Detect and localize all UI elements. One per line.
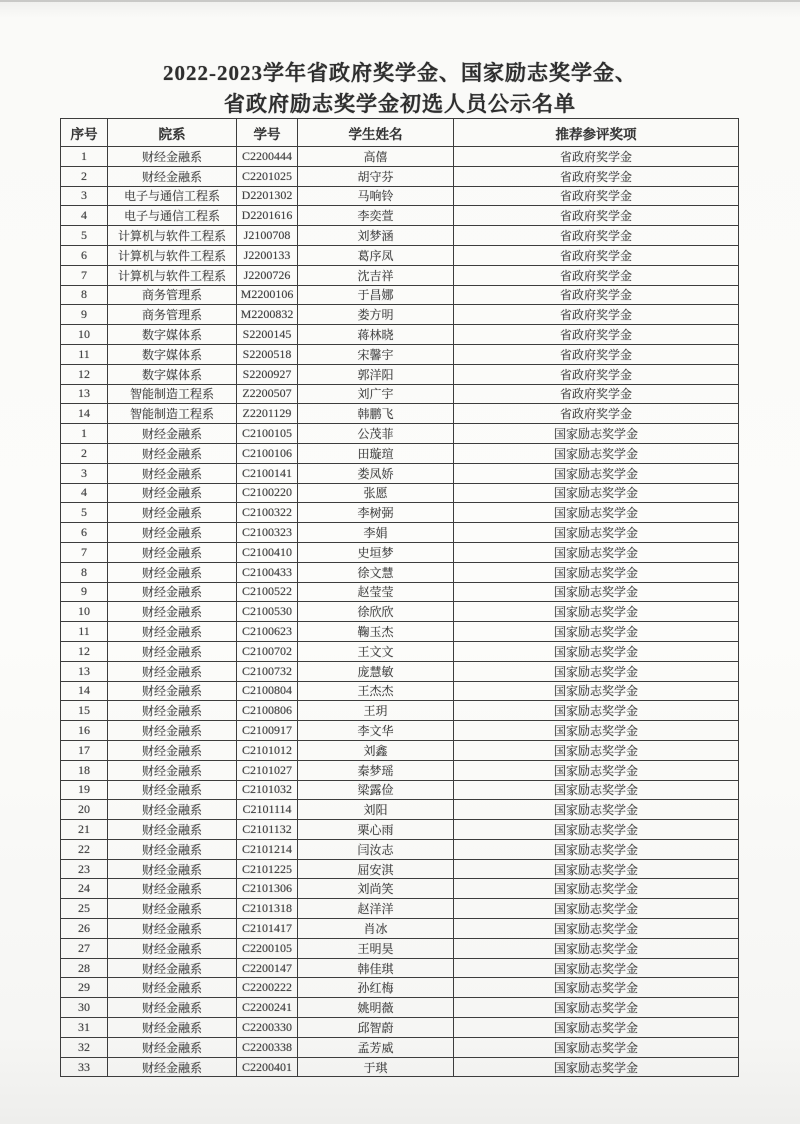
cell-name: 徐欣欣 — [298, 602, 454, 622]
cell-award: 国家励志奖学金 — [454, 443, 739, 463]
cell-dept: 数字媒体系 — [108, 364, 237, 384]
table-row — [61, 325, 739, 345]
cell-sid: C2101027 — [237, 760, 298, 780]
table-row — [61, 424, 739, 444]
table-row — [61, 740, 739, 760]
cell-name: 高僖 — [298, 147, 454, 167]
cell-dept: 财经金融系 — [108, 443, 237, 463]
cell-no: 16 — [61, 721, 108, 741]
cell-name: 赵莹莹 — [298, 582, 454, 602]
scholarship-table — [60, 118, 739, 1077]
cell-no: 10 — [61, 325, 108, 345]
cell-award: 省政府奖学金 — [454, 285, 739, 305]
cell-dept: 计算机与软件工程系 — [108, 226, 237, 246]
cell-no: 28 — [61, 958, 108, 978]
cell-dept: 财经金融系 — [108, 879, 237, 899]
cell-no: 6 — [61, 245, 108, 265]
cell-dept: 商务管理系 — [108, 285, 237, 305]
cell-name: 韩鹏飞 — [298, 404, 454, 424]
cell-dept: 财经金融系 — [108, 681, 237, 701]
cell-sid: C2100433 — [237, 562, 298, 582]
cell-no: 33 — [61, 1057, 108, 1077]
cell-dept: 智能制造工程系 — [108, 404, 237, 424]
cell-no: 19 — [61, 780, 108, 800]
cell-no: 24 — [61, 879, 108, 899]
cell-name: 公茂菲 — [298, 424, 454, 444]
table-row — [61, 265, 739, 285]
cell-award: 省政府奖学金 — [454, 147, 739, 167]
cell-award: 国家励志奖学金 — [454, 1037, 739, 1057]
cell-name: 娄方明 — [298, 305, 454, 325]
cell-dept: 财经金融系 — [108, 820, 237, 840]
cell-sid: C2101214 — [237, 839, 298, 859]
table-row — [61, 166, 739, 186]
cell-award: 省政府奖学金 — [454, 186, 739, 206]
cell-dept: 财经金融系 — [108, 701, 237, 721]
cell-name: 邱智蔚 — [298, 1018, 454, 1038]
cell-award: 国家励志奖学金 — [454, 542, 739, 562]
cell-name: 刘阳 — [298, 800, 454, 820]
cell-sid: C2201025 — [237, 166, 298, 186]
cell-dept: 财经金融系 — [108, 800, 237, 820]
table-row — [61, 721, 739, 741]
cell-sid: J2200726 — [237, 265, 298, 285]
cell-dept: 财经金融系 — [108, 780, 237, 800]
cell-no: 1 — [61, 147, 108, 167]
cell-name: 李树弼 — [298, 503, 454, 523]
cell-dept: 财经金融系 — [108, 958, 237, 978]
table-row — [61, 542, 739, 562]
table-row — [61, 602, 739, 622]
cell-dept: 财经金融系 — [108, 919, 237, 939]
table-row — [61, 384, 739, 404]
cell-dept: 财经金融系 — [108, 166, 237, 186]
cell-no: 2 — [61, 166, 108, 186]
cell-sid: C2100323 — [237, 523, 298, 543]
cell-no: 9 — [61, 305, 108, 325]
table-row — [61, 919, 739, 939]
cell-award: 国家励志奖学金 — [454, 721, 739, 741]
cell-award: 国家励志奖学金 — [454, 839, 739, 859]
cell-sid: C2100410 — [237, 542, 298, 562]
cell-name: 庞慧敏 — [298, 661, 454, 681]
cell-dept: 财经金融系 — [108, 523, 237, 543]
cell-dept: 财经金融系 — [108, 147, 237, 167]
cell-name: 娄凤娇 — [298, 463, 454, 483]
cell-no: 7 — [61, 542, 108, 562]
table-row — [61, 879, 739, 899]
header-cell: 学号 — [237, 119, 298, 147]
cell-sid: C2100702 — [237, 641, 298, 661]
cell-dept: 电子与通信工程系 — [108, 206, 237, 226]
table-row — [61, 820, 739, 840]
table-row — [61, 622, 739, 642]
cell-award: 国家励志奖学金 — [454, 978, 739, 998]
table-row — [61, 1057, 739, 1077]
cell-award: 国家励志奖学金 — [454, 1018, 739, 1038]
cell-no: 25 — [61, 899, 108, 919]
cell-no: 14 — [61, 404, 108, 424]
cell-sid: C2200147 — [237, 958, 298, 978]
cell-award: 国家励志奖学金 — [454, 483, 739, 503]
cell-dept: 财经金融系 — [108, 582, 237, 602]
cell-name: 王明昊 — [298, 938, 454, 958]
table-row — [61, 285, 739, 305]
cell-award: 国家励志奖学金 — [454, 998, 739, 1018]
cell-award: 国家励志奖学金 — [454, 958, 739, 978]
cell-no: 12 — [61, 364, 108, 384]
cell-award: 国家励志奖学金 — [454, 1057, 739, 1077]
cell-dept: 财经金融系 — [108, 602, 237, 622]
cell-name: 屈安淇 — [298, 859, 454, 879]
table-row — [61, 899, 739, 919]
table-row — [61, 226, 739, 246]
title-line-1: 2022-2023学年省政府奖学金、国家励志奖学金、 — [163, 61, 637, 85]
table-row — [61, 305, 739, 325]
cell-no: 15 — [61, 701, 108, 721]
cell-sid: C2200338 — [237, 1037, 298, 1057]
cell-sid: C2100141 — [237, 463, 298, 483]
cell-no: 5 — [61, 503, 108, 523]
cell-dept: 财经金融系 — [108, 503, 237, 523]
cell-award: 国家励志奖学金 — [454, 780, 739, 800]
cell-award: 国家励志奖学金 — [454, 879, 739, 899]
table-row — [61, 562, 739, 582]
cell-dept: 智能制造工程系 — [108, 384, 237, 404]
table-row — [61, 780, 739, 800]
cell-no: 29 — [61, 978, 108, 998]
cell-award: 省政府奖学金 — [454, 404, 739, 424]
cell-dept: 财经金融系 — [108, 998, 237, 1018]
cell-name: 马响铃 — [298, 186, 454, 206]
cell-dept: 财经金融系 — [108, 1018, 237, 1038]
cell-name: 韩佳琪 — [298, 958, 454, 978]
table-row — [61, 245, 739, 265]
cell-award: 省政府奖学金 — [454, 265, 739, 285]
cell-award: 国家励志奖学金 — [454, 760, 739, 780]
table-row — [61, 503, 739, 523]
cell-sid: C2101225 — [237, 859, 298, 879]
table-row — [61, 701, 739, 721]
table-row — [61, 800, 739, 820]
cell-dept: 财经金融系 — [108, 740, 237, 760]
cell-award: 国家励志奖学金 — [454, 641, 739, 661]
cell-dept: 财经金融系 — [108, 1037, 237, 1057]
cell-sid: C2100220 — [237, 483, 298, 503]
table-row — [61, 344, 739, 364]
cell-award: 省政府奖学金 — [454, 325, 739, 345]
table-row — [61, 483, 739, 503]
cell-no: 11 — [61, 344, 108, 364]
cell-name: 王文文 — [298, 641, 454, 661]
cell-no: 23 — [61, 859, 108, 879]
cell-no: 10 — [61, 602, 108, 622]
cell-name: 梁露俭 — [298, 780, 454, 800]
cell-name: 郭洋阳 — [298, 364, 454, 384]
cell-no: 2 — [61, 443, 108, 463]
cell-no: 12 — [61, 641, 108, 661]
cell-sid: C2100106 — [237, 443, 298, 463]
cell-name: 鞠玉杰 — [298, 622, 454, 642]
table-row — [61, 147, 739, 167]
cell-no: 6 — [61, 523, 108, 543]
page-title — [0, 58, 800, 120]
cell-award: 省政府奖学金 — [454, 206, 739, 226]
cell-award: 国家励志奖学金 — [454, 899, 739, 919]
cell-name: 蒋林晓 — [298, 325, 454, 345]
cell-sid: M2200106 — [237, 285, 298, 305]
photo-top-edge — [0, 0, 800, 2]
cell-no: 13 — [61, 661, 108, 681]
cell-name: 姚明薇 — [298, 998, 454, 1018]
header-cell: 院系 — [108, 119, 237, 147]
table-row — [61, 463, 739, 483]
cell-name: 赵洋洋 — [298, 899, 454, 919]
cell-dept: 电子与通信工程系 — [108, 186, 237, 206]
cell-no: 32 — [61, 1037, 108, 1057]
cell-name: 王玥 — [298, 701, 454, 721]
cell-name: 田璇瑄 — [298, 443, 454, 463]
header-cell: 学生姓名 — [298, 119, 454, 147]
cell-sid: C2100804 — [237, 681, 298, 701]
cell-sid: C2100105 — [237, 424, 298, 444]
table-row — [61, 186, 739, 206]
cell-no: 26 — [61, 919, 108, 939]
table-row — [61, 681, 739, 701]
cell-no: 3 — [61, 463, 108, 483]
cell-no: 7 — [61, 265, 108, 285]
cell-award: 国家励志奖学金 — [454, 463, 739, 483]
cell-award: 国家励志奖学金 — [454, 523, 739, 543]
table-row — [61, 523, 739, 543]
cell-award: 国家励志奖学金 — [454, 938, 739, 958]
cell-sid: C2200222 — [237, 978, 298, 998]
cell-sid: C2100732 — [237, 661, 298, 681]
table-row — [61, 978, 739, 998]
table-row — [61, 938, 739, 958]
cell-no: 13 — [61, 384, 108, 404]
cell-award: 省政府奖学金 — [454, 305, 739, 325]
cell-dept: 财经金融系 — [108, 899, 237, 919]
cell-award: 省政府奖学金 — [454, 344, 739, 364]
cell-dept: 财经金融系 — [108, 424, 237, 444]
table-row — [61, 206, 739, 226]
cell-name: 李文华 — [298, 721, 454, 741]
cell-no: 21 — [61, 820, 108, 840]
cell-sid: C2200241 — [237, 998, 298, 1018]
cell-no: 3 — [61, 186, 108, 206]
cell-award: 省政府奖学金 — [454, 226, 739, 246]
cell-name: 李娟 — [298, 523, 454, 543]
table-row — [61, 1037, 739, 1057]
table-row — [61, 760, 739, 780]
cell-no: 22 — [61, 839, 108, 859]
cell-dept: 财经金融系 — [108, 463, 237, 483]
cell-award: 国家励志奖学金 — [454, 740, 739, 760]
cell-sid: Z2201129 — [237, 404, 298, 424]
cell-award: 省政府奖学金 — [454, 384, 739, 404]
cell-name: 沈吉祥 — [298, 265, 454, 285]
cell-name: 刘尚笑 — [298, 879, 454, 899]
cell-award: 国家励志奖学金 — [454, 602, 739, 622]
cell-name: 于琪 — [298, 1057, 454, 1077]
table-row — [61, 839, 739, 859]
cell-award: 国家励志奖学金 — [454, 562, 739, 582]
cell-name: 宋馨宇 — [298, 344, 454, 364]
cell-dept: 财经金融系 — [108, 542, 237, 562]
cell-dept: 财经金融系 — [108, 483, 237, 503]
cell-dept: 财经金融系 — [108, 562, 237, 582]
cell-award: 省政府奖学金 — [454, 166, 739, 186]
cell-name: 张愿 — [298, 483, 454, 503]
cell-award: 国家励志奖学金 — [454, 820, 739, 840]
cell-name: 闫汝志 — [298, 839, 454, 859]
cell-dept: 财经金融系 — [108, 661, 237, 681]
cell-sid: S2200145 — [237, 325, 298, 345]
cell-sid: Z2200507 — [237, 384, 298, 404]
cell-name: 刘鑫 — [298, 740, 454, 760]
cell-award: 国家励志奖学金 — [454, 800, 739, 820]
cell-dept: 财经金融系 — [108, 859, 237, 879]
cell-sid: S2200927 — [237, 364, 298, 384]
cell-sid: C2100322 — [237, 503, 298, 523]
cell-no: 30 — [61, 998, 108, 1018]
cell-sid: C2101417 — [237, 919, 298, 939]
cell-award: 国家励志奖学金 — [454, 859, 739, 879]
cell-dept: 数字媒体系 — [108, 325, 237, 345]
cell-no: 8 — [61, 562, 108, 582]
cell-name: 刘梦涵 — [298, 226, 454, 246]
table-row — [61, 641, 739, 661]
table-row — [61, 404, 739, 424]
cell-sid: D2201302 — [237, 186, 298, 206]
cell-name: 刘广宇 — [298, 384, 454, 404]
cell-sid: C2101306 — [237, 879, 298, 899]
table-row — [61, 582, 739, 602]
cell-name: 肖冰 — [298, 919, 454, 939]
cell-sid: D2201616 — [237, 206, 298, 226]
cell-sid: C2101318 — [237, 899, 298, 919]
cell-sid: S2200518 — [237, 344, 298, 364]
cell-sid: C2200401 — [237, 1057, 298, 1077]
cell-dept: 财经金融系 — [108, 760, 237, 780]
cell-name: 胡守芬 — [298, 166, 454, 186]
table-row — [61, 958, 739, 978]
cell-award: 国家励志奖学金 — [454, 622, 739, 642]
cell-sid: C2101032 — [237, 780, 298, 800]
cell-name: 王杰杰 — [298, 681, 454, 701]
cell-no: 4 — [61, 483, 108, 503]
cell-name: 孙红梅 — [298, 978, 454, 998]
cell-award: 国家励志奖学金 — [454, 424, 739, 444]
cell-dept: 计算机与软件工程系 — [108, 265, 237, 285]
cell-sid: C2100522 — [237, 582, 298, 602]
cell-name: 葛序凤 — [298, 245, 454, 265]
cell-sid: M2200832 — [237, 305, 298, 325]
cell-award: 国家励志奖学金 — [454, 582, 739, 602]
cell-sid: C2200105 — [237, 938, 298, 958]
table-row — [61, 1018, 739, 1038]
cell-sid: C2101132 — [237, 820, 298, 840]
cell-sid: C2100530 — [237, 602, 298, 622]
table-row — [61, 661, 739, 681]
cell-award: 国家励志奖学金 — [454, 503, 739, 523]
cell-name: 李奕萱 — [298, 206, 454, 226]
table-row — [61, 998, 739, 1018]
cell-name: 孟芳威 — [298, 1037, 454, 1057]
cell-sid: C2100917 — [237, 721, 298, 741]
header-row — [61, 119, 739, 147]
cell-sid: C2101012 — [237, 740, 298, 760]
cell-sid: C2100623 — [237, 622, 298, 642]
cell-sid: J2200133 — [237, 245, 298, 265]
cell-dept: 数字媒体系 — [108, 344, 237, 364]
cell-award: 省政府奖学金 — [454, 245, 739, 265]
cell-no: 20 — [61, 800, 108, 820]
cell-name: 栗心雨 — [298, 820, 454, 840]
cell-name: 徐文慧 — [298, 562, 454, 582]
cell-sid: C2200330 — [237, 1018, 298, 1038]
cell-no: 27 — [61, 938, 108, 958]
cell-dept: 财经金融系 — [108, 622, 237, 642]
cell-no: 31 — [61, 1018, 108, 1038]
cell-no: 4 — [61, 206, 108, 226]
cell-name: 史垣梦 — [298, 542, 454, 562]
cell-award: 国家励志奖学金 — [454, 701, 739, 721]
cell-no: 18 — [61, 760, 108, 780]
cell-award: 省政府奖学金 — [454, 364, 739, 384]
title-line-2: 省政府励志奖学金初选人员公示名单 — [224, 92, 576, 116]
cell-no: 9 — [61, 582, 108, 602]
cell-dept: 财经金融系 — [108, 721, 237, 741]
table-row — [61, 364, 739, 384]
cell-dept: 计算机与软件工程系 — [108, 245, 237, 265]
cell-name: 于昌娜 — [298, 285, 454, 305]
cell-dept: 财经金融系 — [108, 978, 237, 998]
cell-sid: C2100806 — [237, 701, 298, 721]
cell-no: 14 — [61, 681, 108, 701]
cell-award: 国家励志奖学金 — [454, 919, 739, 939]
cell-no: 17 — [61, 740, 108, 760]
cell-dept: 财经金融系 — [108, 641, 237, 661]
cell-sid: C2200444 — [237, 147, 298, 167]
header-cell: 推荐参评奖项 — [454, 119, 739, 147]
header-cell: 序号 — [61, 119, 108, 147]
cell-dept: 财经金融系 — [108, 938, 237, 958]
table-row — [61, 859, 739, 879]
cell-sid: J2100708 — [237, 226, 298, 246]
cell-no: 5 — [61, 226, 108, 246]
cell-award: 国家励志奖学金 — [454, 681, 739, 701]
table-row — [61, 443, 739, 463]
cell-dept: 商务管理系 — [108, 305, 237, 325]
cell-award: 国家励志奖学金 — [454, 661, 739, 681]
cell-dept: 财经金融系 — [108, 1057, 237, 1077]
cell-sid: C2101114 — [237, 800, 298, 820]
cell-dept: 财经金融系 — [108, 839, 237, 859]
cell-no: 8 — [61, 285, 108, 305]
cell-name: 秦梦瑶 — [298, 760, 454, 780]
cell-no: 11 — [61, 622, 108, 642]
cell-no: 1 — [61, 424, 108, 444]
